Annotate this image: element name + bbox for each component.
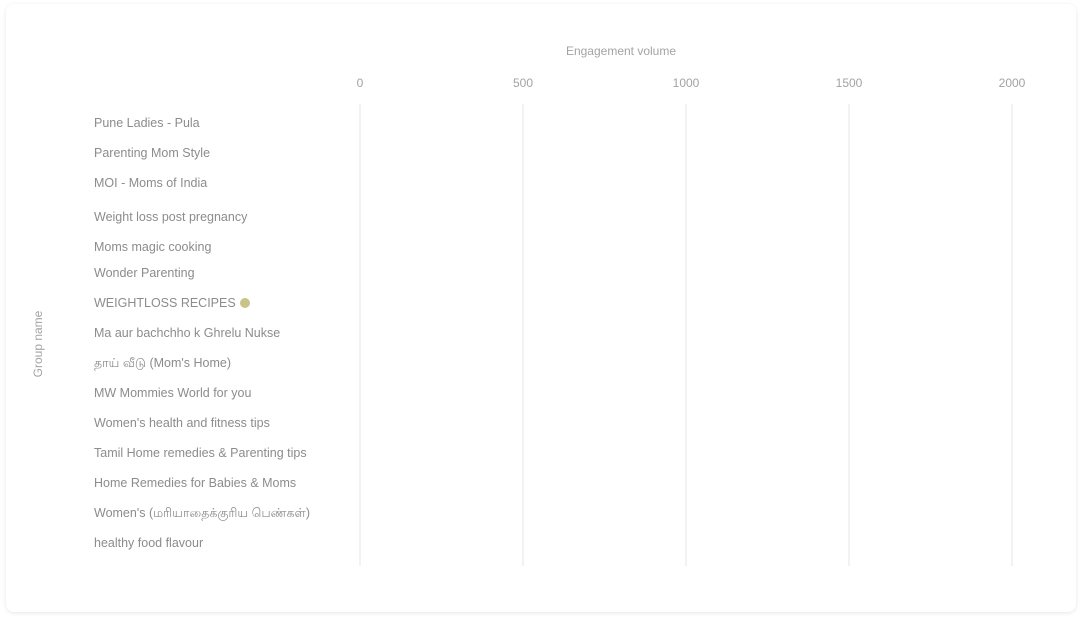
y-tick-label — [94, 446, 307, 460]
y-tick-label-text: Weight loss post pregnancy — [94, 210, 248, 224]
y-tick-label-text: MW Mommies World for you — [94, 386, 252, 400]
y-tick-label — [94, 386, 251, 400]
y-tick-label-text: Women's health and fitness tips — [94, 416, 270, 430]
y-tick-label — [94, 476, 296, 490]
x-axis-title: Engagement volume — [565, 44, 677, 58]
y-tick-label — [94, 210, 247, 224]
y-tick-label — [94, 146, 210, 160]
y-tick-label-text: MOI - Moms of India — [94, 176, 208, 190]
y-tick-label — [94, 296, 250, 310]
x-tick-label: 2000 — [998, 76, 1026, 90]
y-tick-label-text: Parenting Mom Style — [94, 146, 211, 160]
y-axis-title: Group name — [31, 310, 45, 378]
x-tick-label: 1000 — [672, 76, 700, 90]
y-tick-label-text: WEIGHTLOSS RECIPES — [94, 296, 236, 310]
y-tick-label-text: தாய் வீடு (Mom's Home) — [94, 356, 232, 370]
y-tick-label-text: Pune Ladies - Pula — [94, 116, 200, 130]
x-tick-label: 0 — [356, 76, 364, 90]
y-tick-label — [94, 116, 200, 130]
y-tick-label — [94, 266, 195, 280]
y-tick-label-text: Home Remedies for Babies & Moms — [94, 476, 297, 490]
y-tick-label — [94, 416, 270, 430]
emoji-icon — [240, 298, 250, 308]
y-tick-label — [94, 326, 280, 340]
y-tick-label-text: Moms magic cooking — [94, 240, 212, 254]
x-tick-label: 1500 — [835, 76, 863, 90]
y-tick-label — [94, 240, 211, 254]
y-tick-label — [94, 356, 231, 370]
y-tick-label-text: healthy food flavour — [94, 536, 204, 550]
y-tick-label-text: Ma aur bachchho k Ghrelu Nukse — [94, 326, 281, 340]
y-tick-label-text: Women's (மரியாதைக்குரிய பெண்கள்) — [94, 506, 310, 520]
y-tick-label-text: Wonder Parenting — [94, 266, 195, 280]
y-tick-label — [94, 506, 310, 520]
y-tick-label — [94, 176, 207, 190]
x-tick-label: 500 — [512, 76, 534, 90]
y-tick-label-text: Tamil Home remedies & Parenting tips — [94, 446, 307, 460]
y-tick-label — [94, 536, 203, 550]
